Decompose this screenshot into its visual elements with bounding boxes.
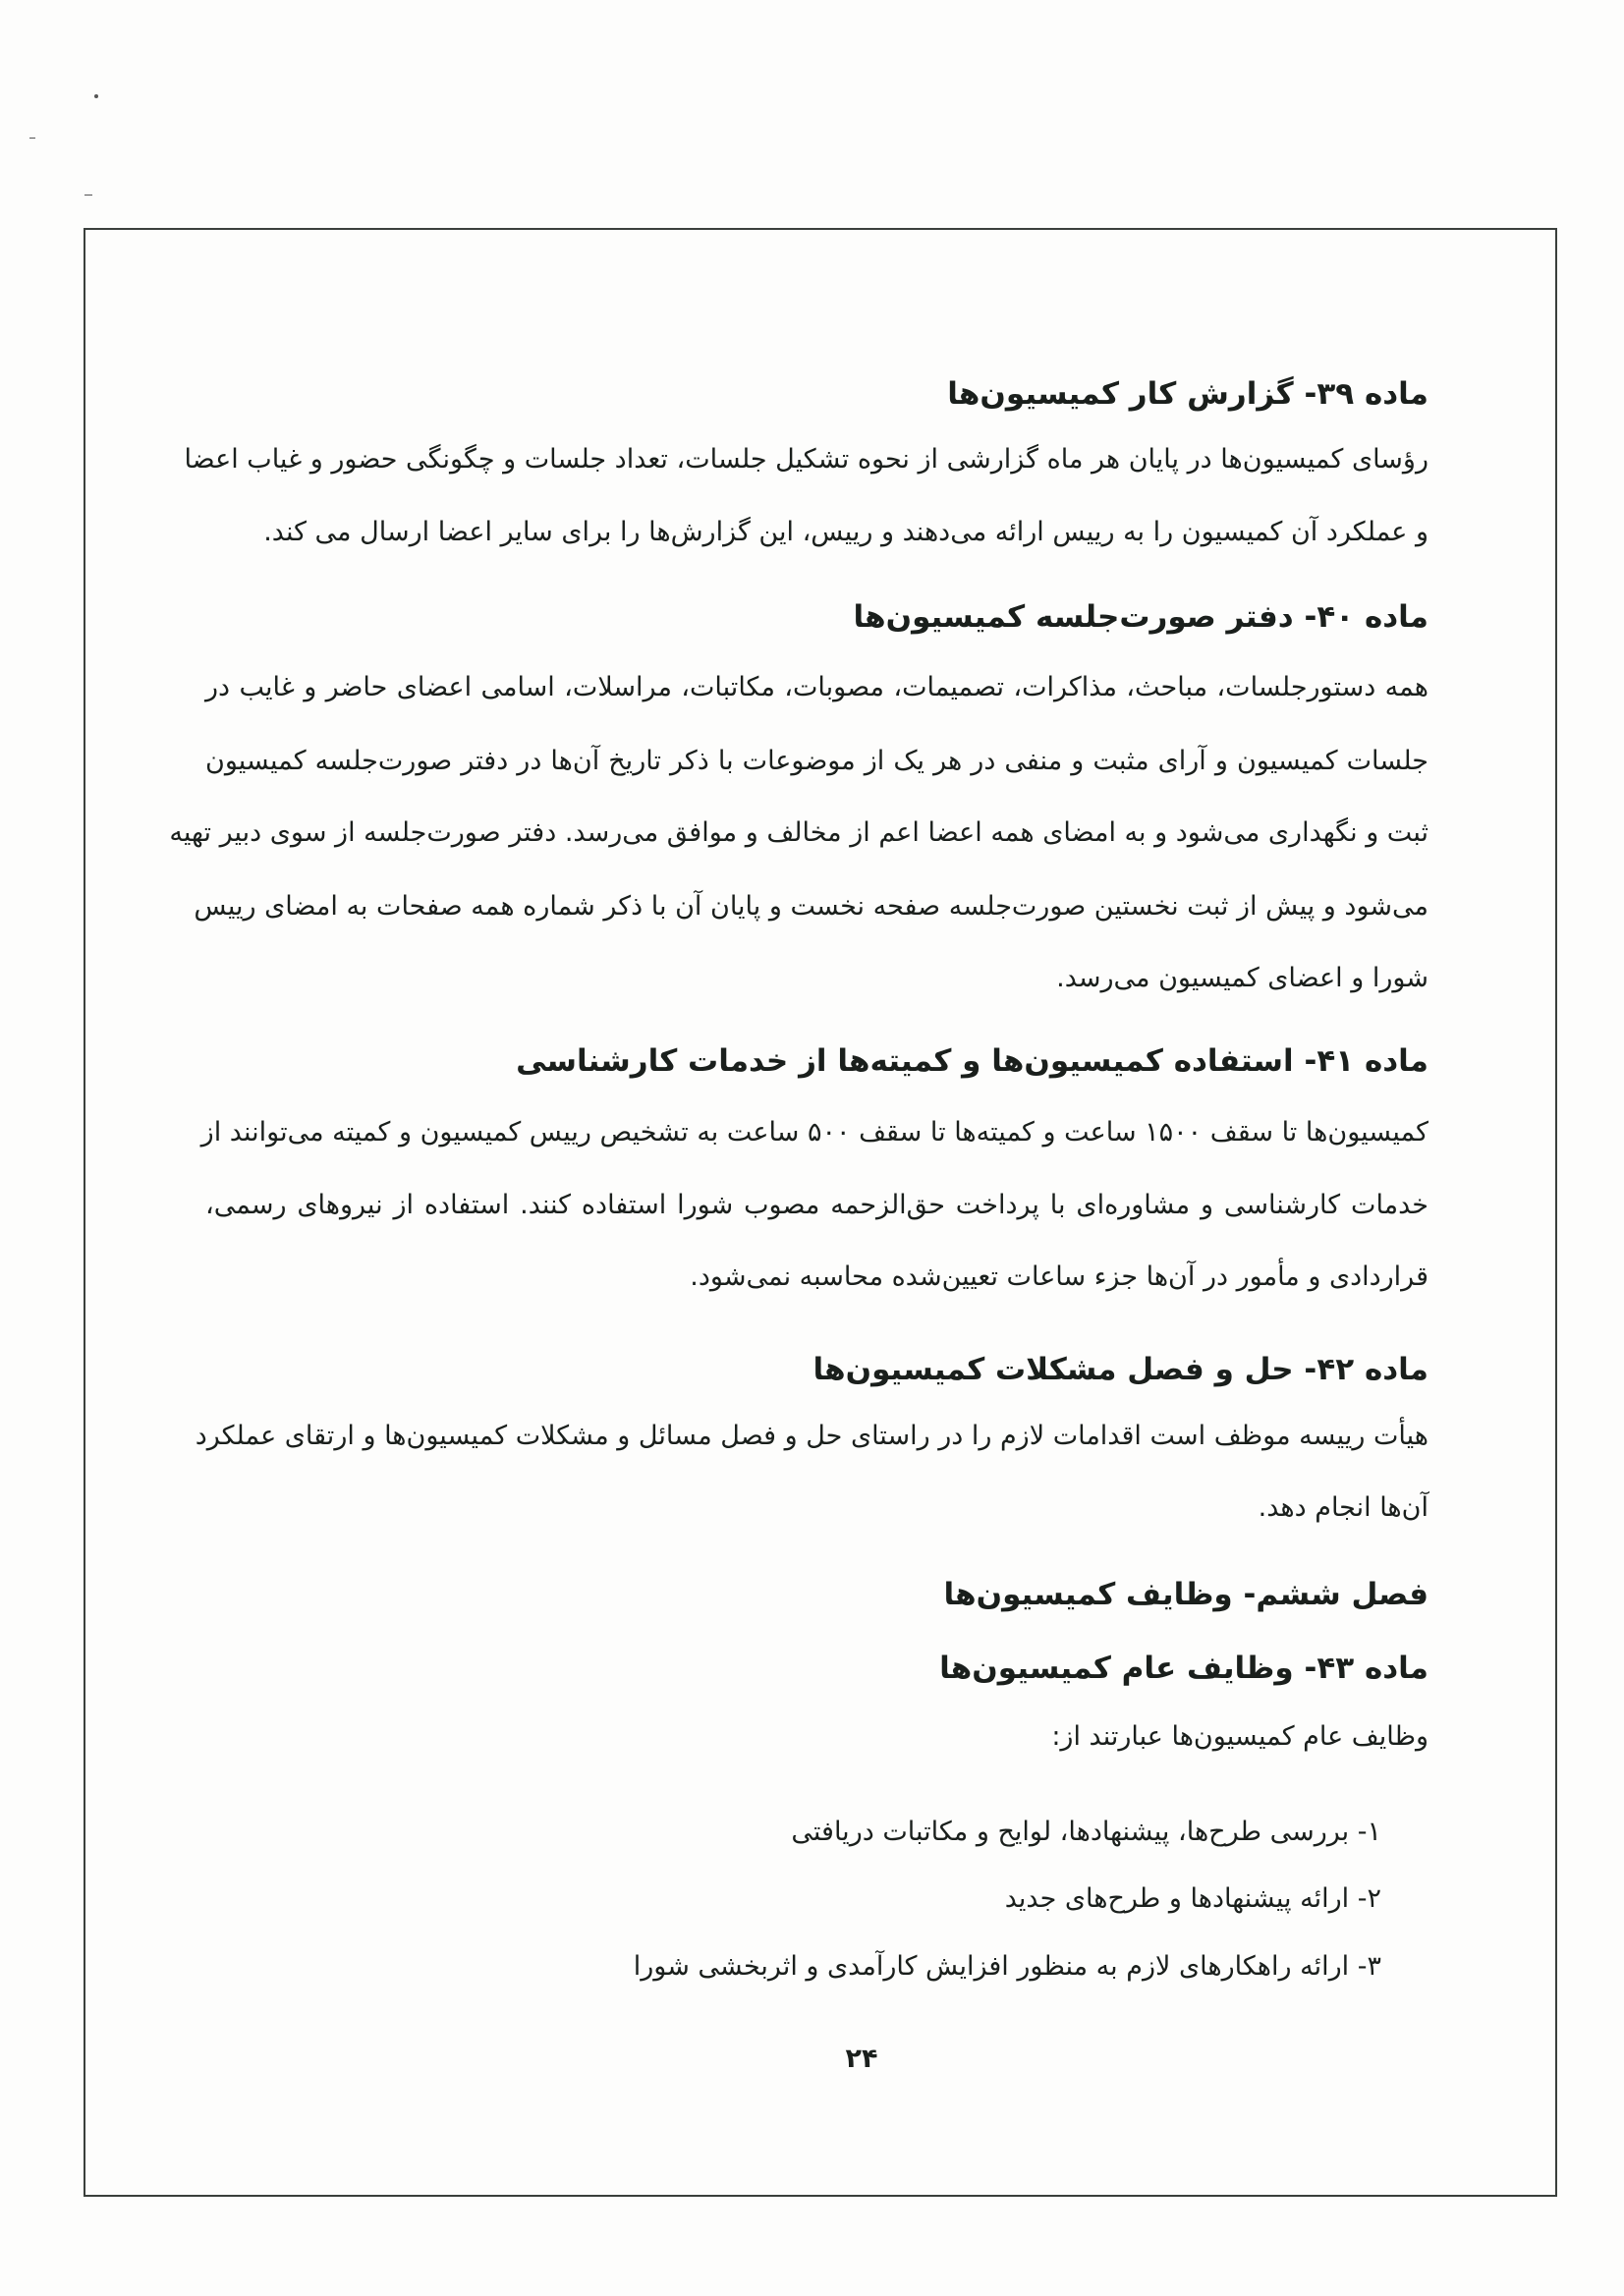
- article-41-line: قراردادی و مأمور در آن‌ها جزء ساعات تعیین‌شده محاسبه نمی‌شود.: [690, 1261, 1428, 1292]
- article-39-line: رؤسای کمیسیون‌ها در پایان هر ماه گزارشی از نحوه تشکیل جلسات، تعداد جلسات و چگونگی حضور و غیاب اعضا: [184, 444, 1428, 475]
- article-43-heading: ماده ۴۳- وظایف عام کمیسیون‌ها: [939, 1651, 1428, 1686]
- chapter-heading: فصل ششم- وظایف کمیسیون‌ها: [943, 1577, 1428, 1612]
- article-40-heading: ماده ۴۰- دفتر صورت‌جلسه کمیسیون‌ها: [853, 599, 1428, 635]
- list-item: ۲- ارائه پیشنهادها و طرح‌های جدید: [1004, 1883, 1381, 1914]
- scan-speck: [84, 195, 92, 196]
- list-item: ۱- بررسی طرح‌ها، پیشنهادها، لوایح و مکاتبات دریافتی: [791, 1817, 1381, 1847]
- article-42-line: آن‌ها انجام دهد.: [1258, 1492, 1428, 1523]
- article-43-intro: وظایف عام کمیسیون‌ها عبارتند از:: [1051, 1721, 1428, 1752]
- article-41-line: کمیسیون‌ها تا سقف ۱۵۰۰ ساعت و کمیته‌ها تا سقف ۵۰۰ ساعت به تشخیص رییس کمیسیون و کمیته می‌توانند از: [200, 1117, 1428, 1148]
- article-42-line: هیأت رییسه موظف است اقدامات لازم را در راستای حل و فصل مسائل و مشکلات کمیسیون‌ها و ارتقای عملکرد: [195, 1421, 1428, 1451]
- scan-speck: [29, 138, 35, 139]
- list-item: ۳- ارائه راهکارهای لازم به منظور افزایش کارآمدی و اثربخشی شورا: [633, 1951, 1381, 1982]
- article-39-line: و عملکرد آن کمیسیون را به رییس ارائه می‌دهند و رییس، این گزارش‌ها را برای سایر اعضا ارسال می کند.: [263, 517, 1428, 547]
- article-40-line: همه دستورجلسات، مباحث، مذاکرات، تصمیمات، مصوبات، مکاتبات، مراسلات، اسامی اعضای حاضر و غایب در: [205, 672, 1428, 702]
- article-40-line: جلسات کمیسیون و آرای مثبت و منفی در هر یک از موضوعات با ذکر تاریخ آن‌ها در دفتر صورت‌جلسه کمیسیون: [205, 746, 1428, 776]
- page-number: ۲۴: [845, 2044, 878, 2074]
- article-39-heading: ماده ۳۹- گزارش کار کمیسیون‌ها: [947, 376, 1428, 412]
- article-42-heading: ماده ۴۲- حل و فصل مشکلات کمیسیون‌ها: [812, 1352, 1428, 1387]
- article-40-line: شورا و اعضای کمیسیون می‌رسد.: [1056, 963, 1428, 993]
- article-41-heading: ماده ۴۱- استفاده کمیسیون‌ها و کمیته‌ها از خدمات کارشناسی: [516, 1043, 1428, 1079]
- article-40-line: ثبت و نگهداری می‌شود و به امضای همه اعضا اعم از مخالف و موافق می‌رسد. دفتر صورت‌جلسه از سوی دبیر تهیه: [169, 817, 1428, 848]
- article-40-line: می‌شود و پیش از ثبت نخستین صورت‌جلسه صفحه نخست و پایان آن با ذکر شماره همه صفحات به امضای رییس: [194, 891, 1428, 922]
- article-41-line: خدمات کارشناسی و مشاوره‌ای با پرداخت حق‌الزحمه مصوب شورا استفاده کنند. استفاده از نیروهای رسمی،: [205, 1190, 1428, 1220]
- scan-speck: [94, 94, 98, 98]
